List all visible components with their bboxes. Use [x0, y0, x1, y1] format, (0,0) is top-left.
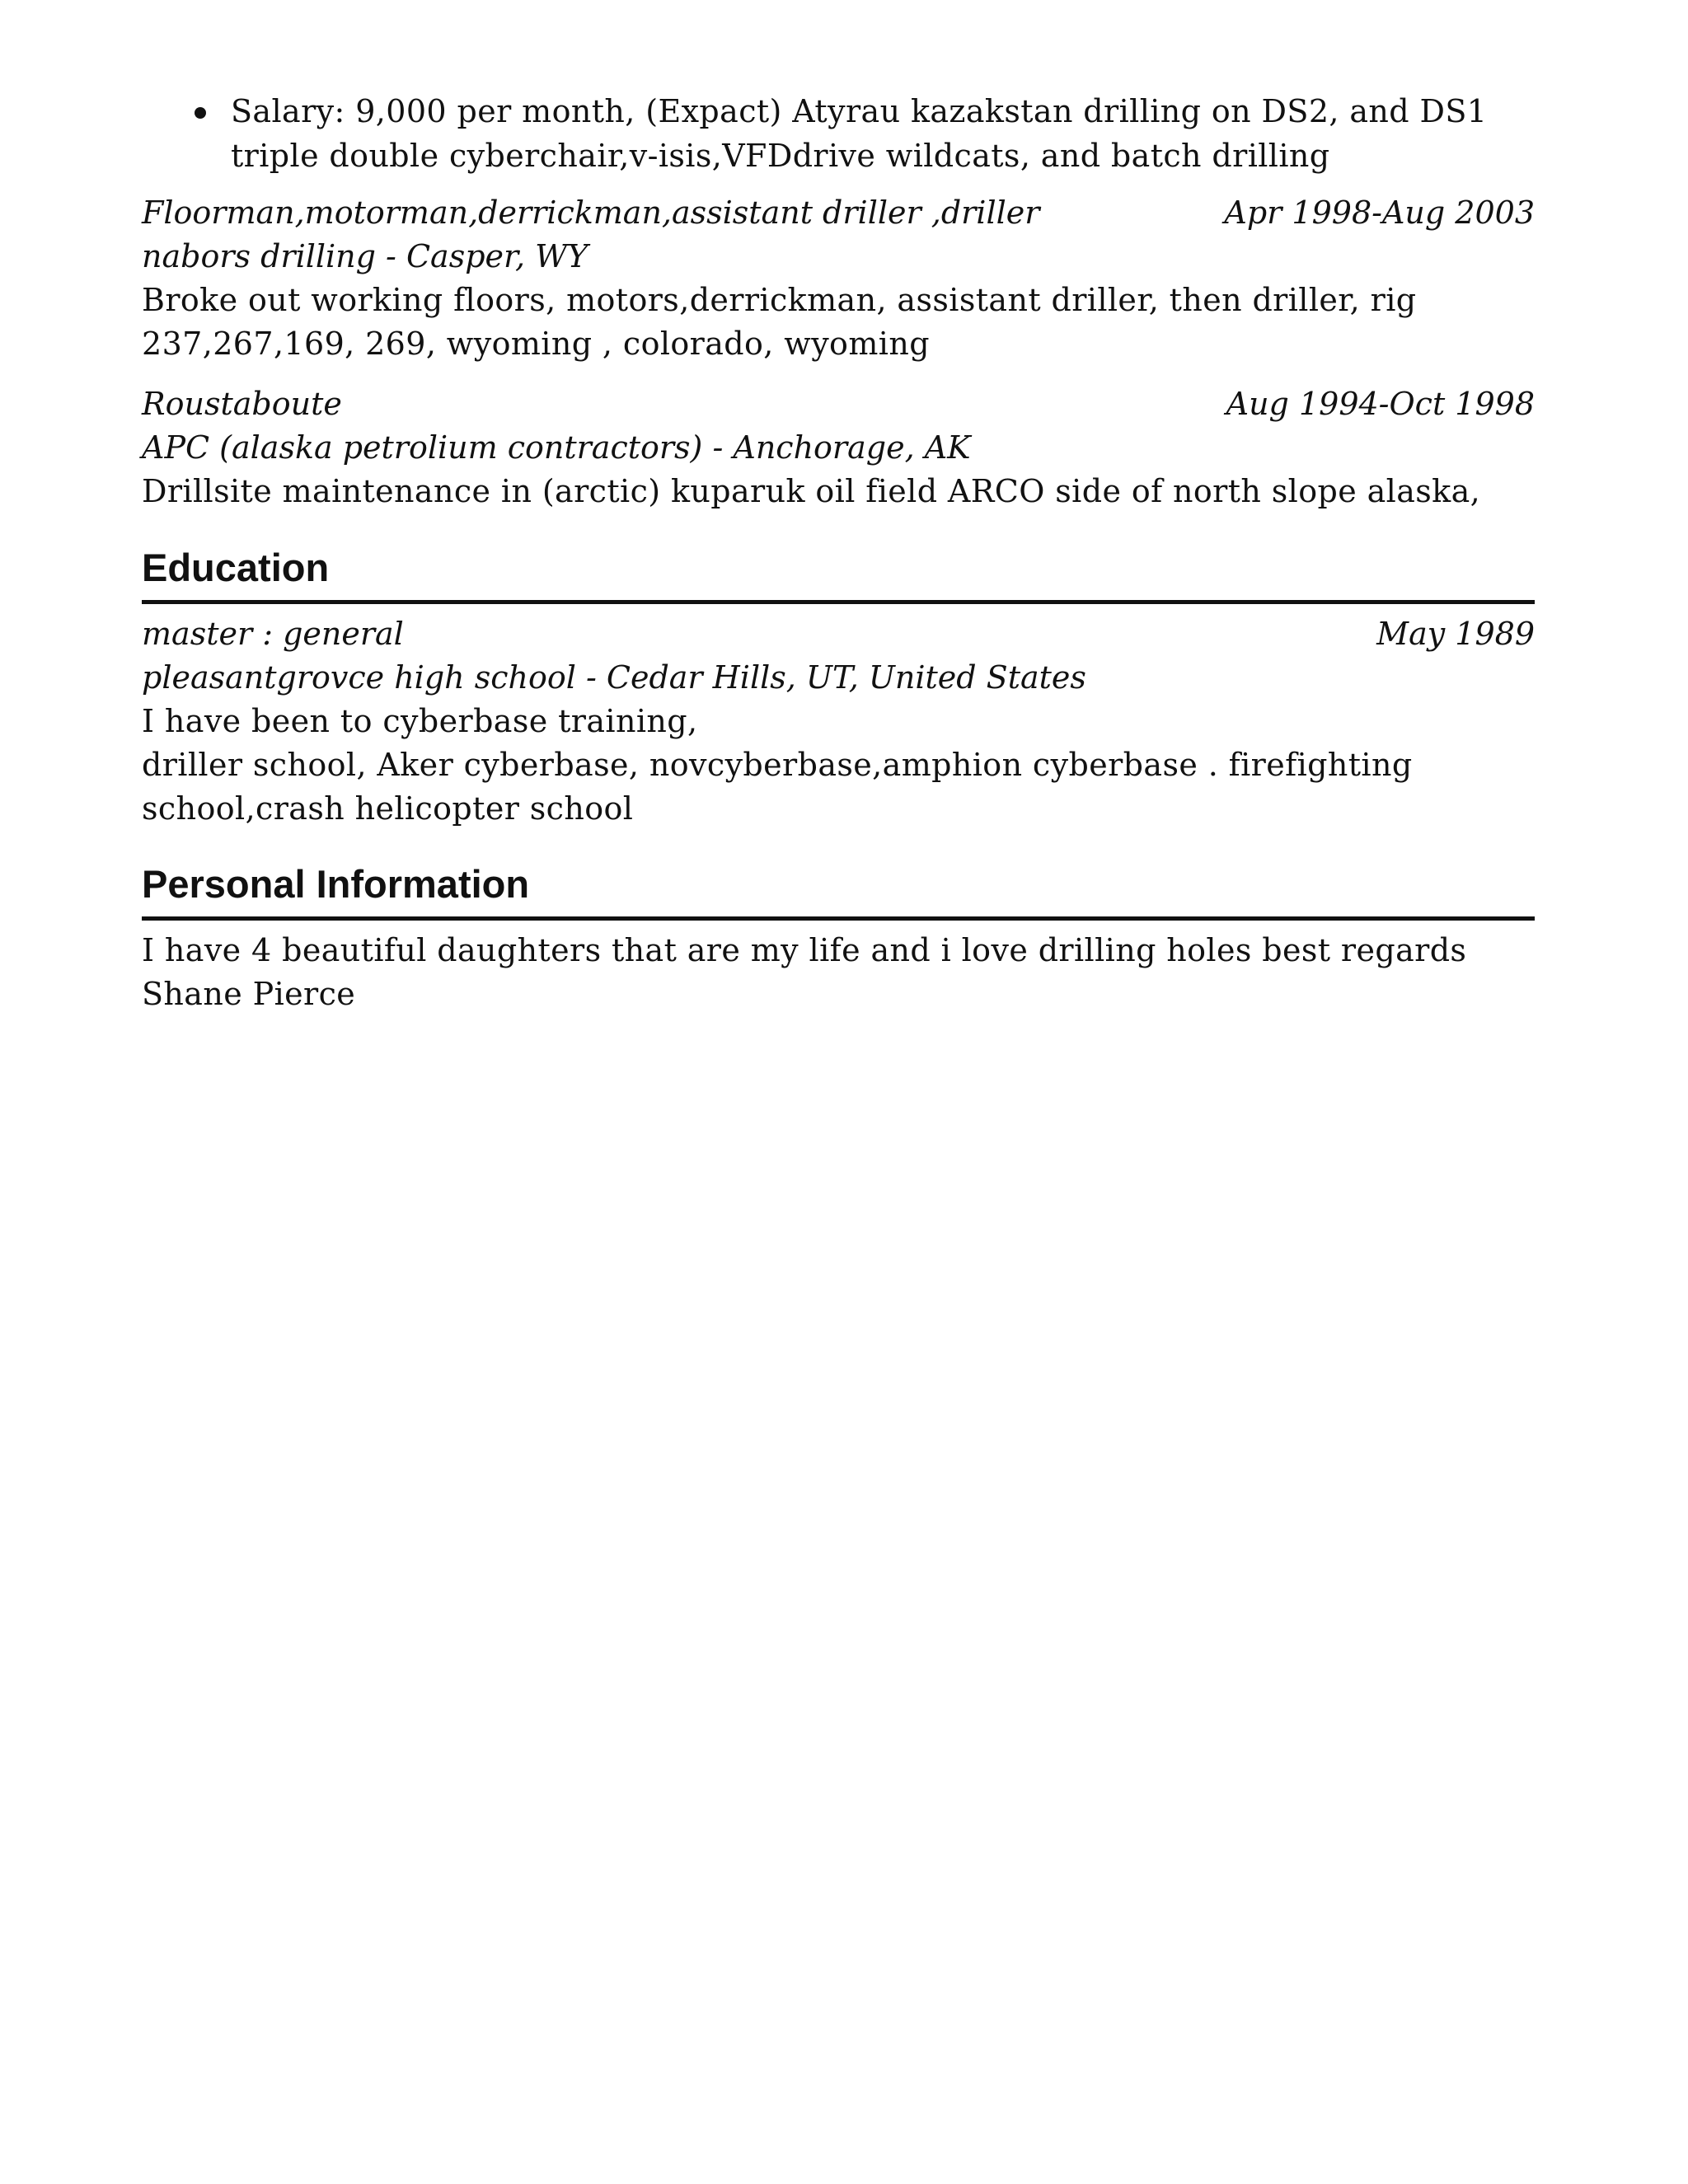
education-line-3: school,crash helicopter school — [142, 790, 634, 827]
job-title: Floorman,motorman,derrickman,assistant driller ,driller — [142, 194, 1040, 231]
job-dates: Aug 1994-Oct 1998 — [1226, 386, 1535, 422]
job-company — [142, 426, 1535, 470]
job-header — [142, 382, 1535, 426]
salary-bullet-list — [231, 89, 1517, 178]
education-date: May 1989 — [1376, 616, 1535, 652]
education-school — [142, 656, 1535, 700]
education-header — [142, 612, 1535, 656]
job-entry-apc — [142, 382, 1535, 513]
job-company-text: nabors drilling - Casper, WY — [142, 238, 588, 274]
education-school-text: pleasantgrovce high school - Cedar Hills, UT, United States — [142, 659, 1086, 696]
job-title: Roustaboute — [142, 386, 342, 422]
job-company-text: APC (alaska petrolium contractors) - Anchorage, AK — [142, 429, 971, 466]
personal-heading: Personal Information — [142, 860, 1535, 921]
education-line-2: driller school, Aker cyberbase, novcyberbase,amphion cyberbase . firefighting — [142, 747, 1413, 783]
personal-line-2: Shane Pierce — [142, 976, 356, 1012]
salary-bullet-item — [231, 89, 1517, 178]
education-degree: master : general — [142, 616, 404, 652]
salary-line-2: triple double cyberchair,v-isis,VFDdrive wildcats, and batch drilling — [231, 138, 1330, 174]
job-company — [142, 235, 1535, 279]
education-heading: Education — [142, 544, 1535, 604]
job-header — [142, 191, 1535, 235]
job-description-line-1: Broke out working floors, motors,derrickman, assistant driller, then driller, rig — [142, 282, 1417, 318]
job-entry-nabors — [142, 191, 1535, 366]
personal-section — [142, 860, 1535, 1016]
job-dates: Apr 1998-Aug 2003 — [1224, 194, 1535, 231]
job-description-line-1: Drillsite maintenance in (arctic) kuparuk oil field ARCO side of north slope alaska, — [142, 473, 1481, 509]
education-line-1: I have been to cyberbase training, — [142, 703, 698, 739]
education-section — [142, 544, 1535, 831]
job-description-line-2: 237,267,169, 269, wyoming , colorado, wyoming — [142, 326, 930, 362]
personal-line-1: I have 4 beautiful daughters that are my life and i love drilling holes best regards — [142, 932, 1467, 968]
bullet-icon — [195, 107, 206, 119]
salary-line-1: Salary: 9,000 per month, (Expact) Atyrau kazakstan drilling on DS2, and DS1 — [231, 93, 1488, 129]
